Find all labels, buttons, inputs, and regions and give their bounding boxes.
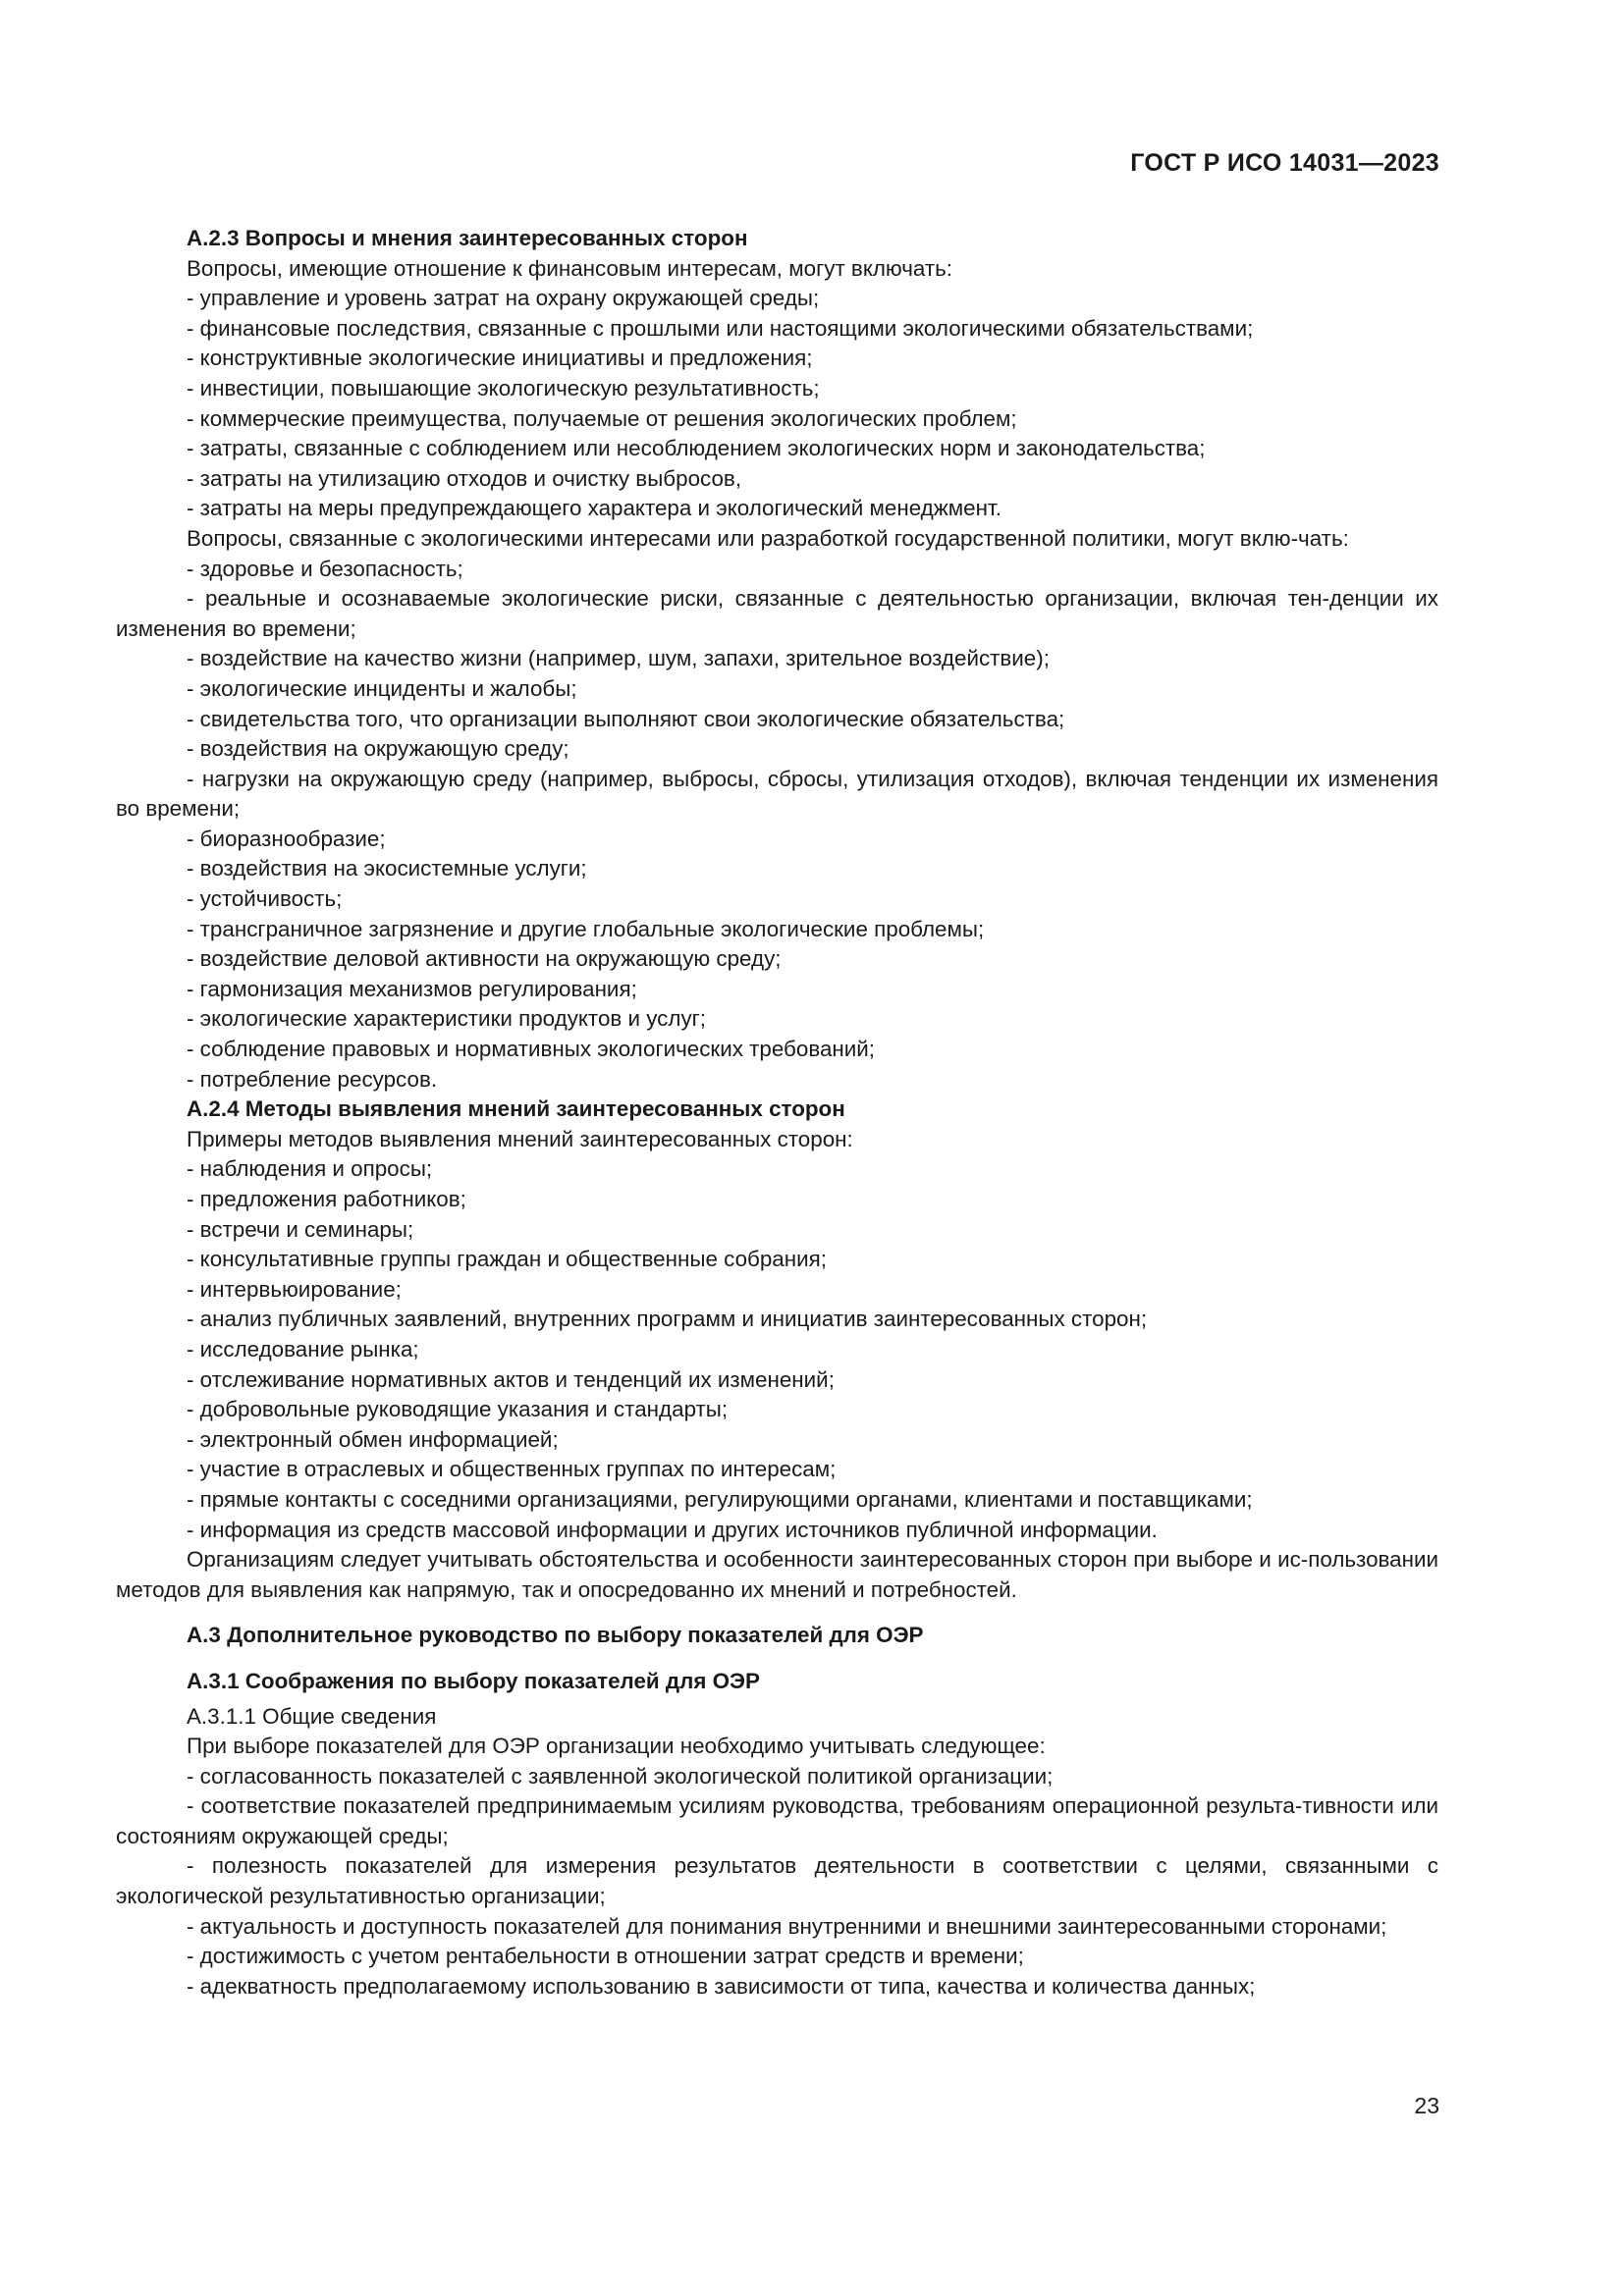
list-item: - отслеживание нормативных актов и тенденций их изменений; (187, 1366, 835, 1392)
list-item: - здоровье и безопасность; (187, 556, 463, 581)
list-item: - трансграничное загрязнение и другие глобальные экологические проблемы; (187, 916, 985, 941)
paragraph: Примеры методов выявления мнений заинтересованных сторон: (187, 1126, 853, 1151)
list-item: - актуальность и доступность показателей для понимания внутренними и внешними заинтересованными сторонами; (187, 1913, 1387, 1939)
list-item: - интервьюирование; (187, 1276, 402, 1302)
list-item: - исследование рынка; (187, 1336, 419, 1362)
standard-header: ГОСТ Р ИСО 14031—2023 (1130, 149, 1439, 177)
list-item: - затраты на меры предупреждающего характера и экологический менеджмент. (187, 496, 1001, 521)
list-item: - информация из средств массовой информации и других источников публичной информации. (187, 1517, 1158, 1542)
list-item: - конструктивные экологические инициативы и предложения; (187, 346, 813, 371)
list-item: - участие в отраслевых и общественных группах по интересам; (187, 1457, 837, 1482)
list-item: - свидетельства того, что организации выполняют свои экологические обязательства; (187, 706, 1065, 731)
list-item: - встречи и семинары; (187, 1216, 414, 1242)
list-item: - электронный обмен информацией; (187, 1426, 559, 1452)
section-heading-a-3-1: А.3.1 Соображения по выбору показателей для ОЭР (187, 1668, 760, 1693)
list-item: - прямые контакты с соседними организациями, регулирующими органами, клиентами и поставщиками; (187, 1486, 1253, 1512)
list-item: - финансовые последствия, связанные с прошлыми или настоящими экологическими обязательствами; (187, 315, 1254, 341)
list-item: - воздействие деловой активности на окружающую среду; (187, 946, 782, 972)
list-item: - управление и уровень затрат на охрану окружающей среды; (187, 286, 820, 311)
page-number: 23 (1414, 2093, 1439, 2118)
paragraph: При выборе показателей для ОЭР организации необходимо учитывать следующее: (187, 1734, 1046, 1759)
list-item: - биоразнообразие; (187, 826, 386, 851)
list-item: - воздействия на экосистемные услуги; (187, 856, 587, 881)
list-item: - потребление ресурсов. (187, 1066, 438, 1092)
list-item: - инвестиции, повышающие экологическую результативность; (187, 375, 820, 400)
list-item: - достижимость с учетом рентабельности в отношении затрат средств и времени; (187, 1944, 1024, 1969)
paragraph: Вопросы, связанные с экологическими интересами или разработкой государственной политики, могут вклю-чать: (187, 525, 1349, 551)
section-heading-a-3: А.3 Дополнительное руководство по выбору показателей для ОЭР (187, 1623, 924, 1648)
list-item: - экологические характеристики продуктов и услуг; (187, 1006, 707, 1032)
subsection-title-a-3-1-1: А.3.1.1 Общие сведения (187, 1703, 437, 1729)
section-heading-a-2-3: А.2.3 Вопросы и мнения заинтересованных сторон (187, 226, 748, 250)
document-body (116, 224, 1438, 2002)
section-heading-a-2-4: А.2.4 Методы выявления мнений заинтересованных сторон (187, 1096, 845, 1122)
paragraph: Вопросы, имеющие отношение к финансовым интересам, могут включать: (187, 255, 952, 281)
list-item: - наблюдения и опросы; (187, 1156, 433, 1182)
list-item: - полезность показателей для измерения результатов деятельности в соответствии с целями, связанными с экологической результативностью организации; (116, 1853, 1438, 1909)
list-item: - гармонизация механизмов регулирования; (187, 976, 637, 1001)
paragraph: Организациям следует учитывать обстоятельства и особенности заинтересованных сторон при выборе и ис-пользовании методов для выявления как напрямую, так и опосредованно их мнений и потребностей. (116, 1547, 1438, 1602)
list-item: - анализ публичных заявлений, внутренних программ и инициатив заинтересованных сторон; (187, 1307, 1148, 1332)
list-item: - предложения работников; (187, 1187, 466, 1211)
list-item: - соответствие показателей предпринимаемым усилиям руководства, требованиям операционной результа-тивности или состояниям окружающей среды; (116, 1793, 1438, 1848)
list-item: - адекватность предполагаемому использованию в зависимости от типа, качества и количества данных; (187, 1973, 1256, 1999)
list-item: - консультативные группы граждан и общественные собрания; (187, 1247, 827, 1272)
list-item: - затраты на утилизацию отходов и очистку выбросов, (187, 465, 742, 491)
list-item: - нагрузки на окружающую среду (например, выбросы, сбросы, утилизация отходов), включая тенденции их изменения во времени; (116, 766, 1438, 822)
list-item: - экологические инциденты и жалобы; (187, 675, 577, 701)
list-item: - устойчивость; (187, 886, 343, 912)
list-item: - реальные и осознаваемые экологические риски, связанные с деятельностью организации, включая тен-денции их изменения во времени; (116, 586, 1438, 641)
list-item: - соблюдение правовых и нормативных экологических требований; (187, 1037, 876, 1062)
list-item: - воздействие на качество жизни (например, шум, запахи, зрительное воздействие); (187, 646, 1050, 671)
list-item: - коммерческие преимущества, получаемые от решения экологических проблем; (187, 405, 1017, 431)
list-item: - затраты, связанные с соблюдением или несоблюдением экологических норм и законодательства; (187, 436, 1206, 461)
list-item: - добровольные руководящие указания и стандарты; (187, 1397, 729, 1422)
list-item: - воздействия на окружающую среду; (187, 736, 569, 762)
list-item: - согласованность показателей с заявленной экологической политикой организации; (187, 1763, 1054, 1789)
